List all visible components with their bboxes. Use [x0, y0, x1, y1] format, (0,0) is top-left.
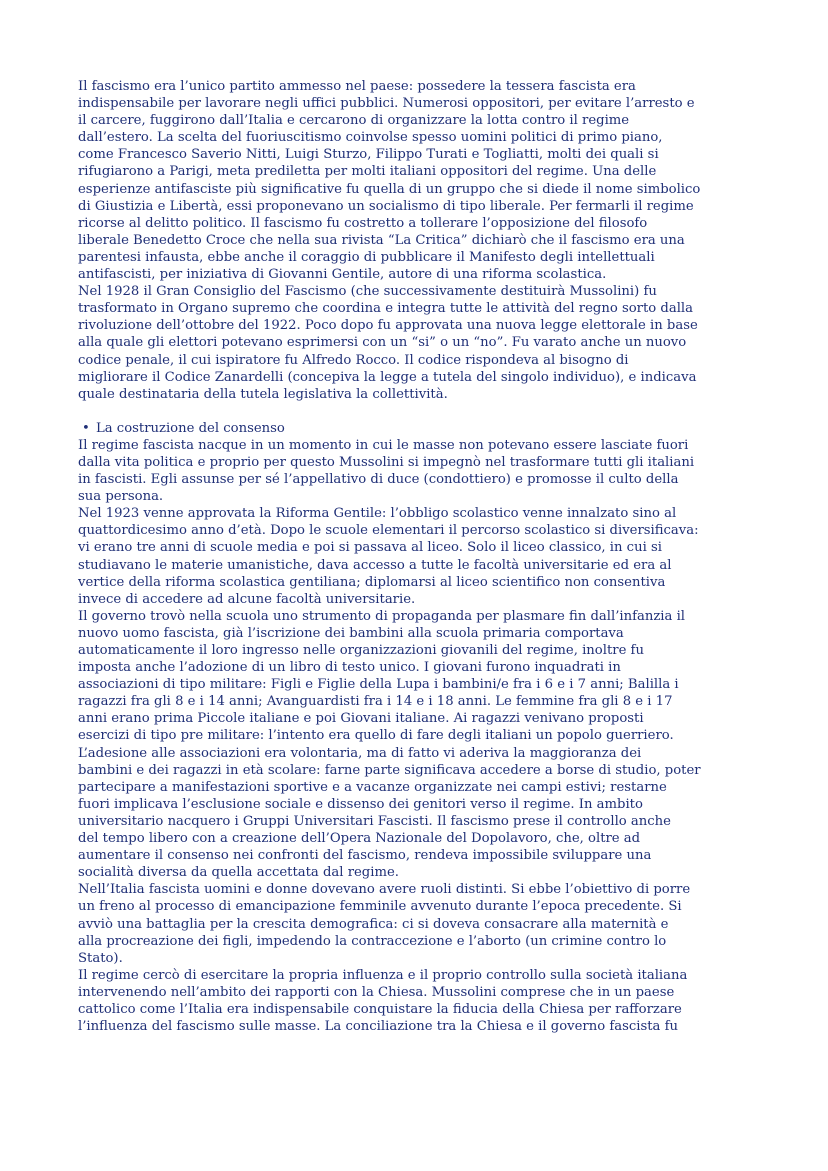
paragraph-church-relations: Il regime cercò di esercitare la propria influenza e il proprio controllo sulla società italiana intervenendo nell’ambito dei rapporti con la Chiesa. Mussolini comprese che in un paese cattolico come l’Italia era indispensabile conquistare la fiducia della Chiesa per rafforzare l’influenza del fascismo sulle masse. La conciliazione tra la Chiesa e il governo fascista fu	[78, 967, 688, 1035]
paragraph-grand-council: Nel 1928 il Gran Consiglio del Fascismo (che successivamente destituirà Mussolini) fu trasformato in Organo supremo che coordina e integra tutte le attività del regno sorto dalla rivoluzione dell’ottobre del 1922. Poco dopo fu approvata una nuova legge elettorale in base alla quale gli elettori potevano esprimersi con un “si” o un “no”. Fu varato anche un nuovo codice penale, il cui ispiratore fu Alfredo Rocco. Il codice rispondeva al bisogno di migliorare il Codice Zanardelli (concepiva la legge a tutela del singolo individuo), e indicava quale destinataria della tutela legislativa la collettività.	[78, 284, 698, 402]
paragraph-gentile-reform: Nel 1923 venne approvata la Riforma Gentile: l’obbligo scolastico venne innalzato sino al quattordicesimo anno d’età. Dopo le scuole elementari il percorso scolastico si diversificava: vi erano tre anni di scuole media e poi si passava al liceo. Solo il liceo classico, in cui si studiavano le materie umanistiche, dava accesso a tutte le facoltà universitarie ed era al vertice della riforma scolastica gentiliana; diplomarsi al liceo scientifico non consentiva invece di accedere ad alcune facoltà universitarie.	[78, 506, 699, 607]
paragraph-fascism-opposition: Il fascismo era l’unico partito ammesso nel paese: possedere la tessera fascista era indispensabile per lavorare negli uffici pubblici. Numerosi oppositori, per evitare l’arresto e il carcere, fuggirono dall’Italia e cercarono di organizzare la lotta contro il regime dall’estero. La scelta del fuoriuscitismo coinvolse spesso uomini politici di primo piano, come Francesco Saverio Nitti, Luigi Sturzo, Filippo Turati e Togliatti, molti dei quali si rifugiarono a Parigi, meta prediletta per molti italiani oppositori del regime. Una delle esperienze antifasciste più significative fu quella di un gruppo che si diede il nome simbolico di Giustizia e Libertà, essi proponevano un socialismo di tipo liberale. Per fermarli il regime ricorse al delitto politico. Il fascismo fu costretto a tollerare l’opposizione del filosofo liberale Benedetto Croce che nella sua rivista “La Critica” dichiarò che il fascismo era una parentesi infausta, ebbe anche il coraggio di pubblicare il Manifesto degli intellettuali antifascisti, per iniziativa di Giovanni Gentile, autore di una riforma scolastica.	[78, 79, 701, 283]
paragraph-gender-roles: Nell’Italia fascista uomini e donne dovevano avere ruoli distinti. Si ebbe l’obiettivo di porre un freno al processo di emancipazione femminile avvenuto durante l’epoca precedente. Si avviò una battaglia per la crescita demografica: ci si doveva consacrare alla maternità e alla procreazione dei figli, impedendo la contraccezione e l’aborto (un crimine contro lo Stato).	[78, 882, 691, 966]
bullet-icon: •	[82, 420, 90, 436]
section-spacer	[78, 403, 750, 420]
section-heading: La costruzione del consenso	[96, 420, 285, 436]
document-body	[78, 78, 750, 1035]
section-heading-row	[78, 420, 750, 437]
paragraph-school-propaganda: Il governo trovò nella scuola uno strumento di propaganda per plasmare fin dall’infanzia il nuovo uomo fascista, già l’iscrizione dei bambini alla scuola primaria comportava automaticamente il loro ingresso nelle organizzazioni giovanili del regime, inoltre fu imposta anche l’adozione di un libro di testo unico. I giovani furono inquadrati in associazioni di tipo militare: Figli e Figlie della Lupa i bambini/e fra i 6 e i 7 anni; Balilla i ragazzi fra gli 8 e i 14 anni; Avanguardisti fra i 14 e i 18 anni. Le femmine fra gli 8 e i 17 anni erano prima Piccole italiane e poi Giovani italiane. Ai ragazzi venivano proposti esercizi di tipo pre militare: l’intento era quello di fare degli italiani un popolo guerriero. L’adesione alle associazioni era volontaria, ma di fatto vi aderiva la maggioranza dei bambini e dei ragazzi in età scolare: farne parte significava accedere a borse di studio, poter partecipare a manifestazioni sportive e a vacanze organizzate nei campi estivi; restarne fuori implicava l’esclusione sociale e dissenso dei genitori verso il regime. In ambito universitario nacquero i Gruppi Universitari Fascisti. Il fascismo prese il controllo anche del tempo libero con a creazione dell’Opera Nazionale del Dopolavoro, che, oltre ad aumentare il consenso nei confronti del fascismo, rendeva impossibile sviluppare una socialità diversa da quella accettata dal regime.	[78, 608, 701, 881]
paragraph-regime-consensus: Il regime fascista nacque in un momento in cui le masse non potevano essere lasciate fuori dalla vita politica e proprio per questo Mussolini si impegnò nel trasformare tutti gli italiani in fascisti. Egli assunse per sé l’appellativo di duce (condottiero) e promosse il culto della sua persona.	[78, 437, 695, 505]
